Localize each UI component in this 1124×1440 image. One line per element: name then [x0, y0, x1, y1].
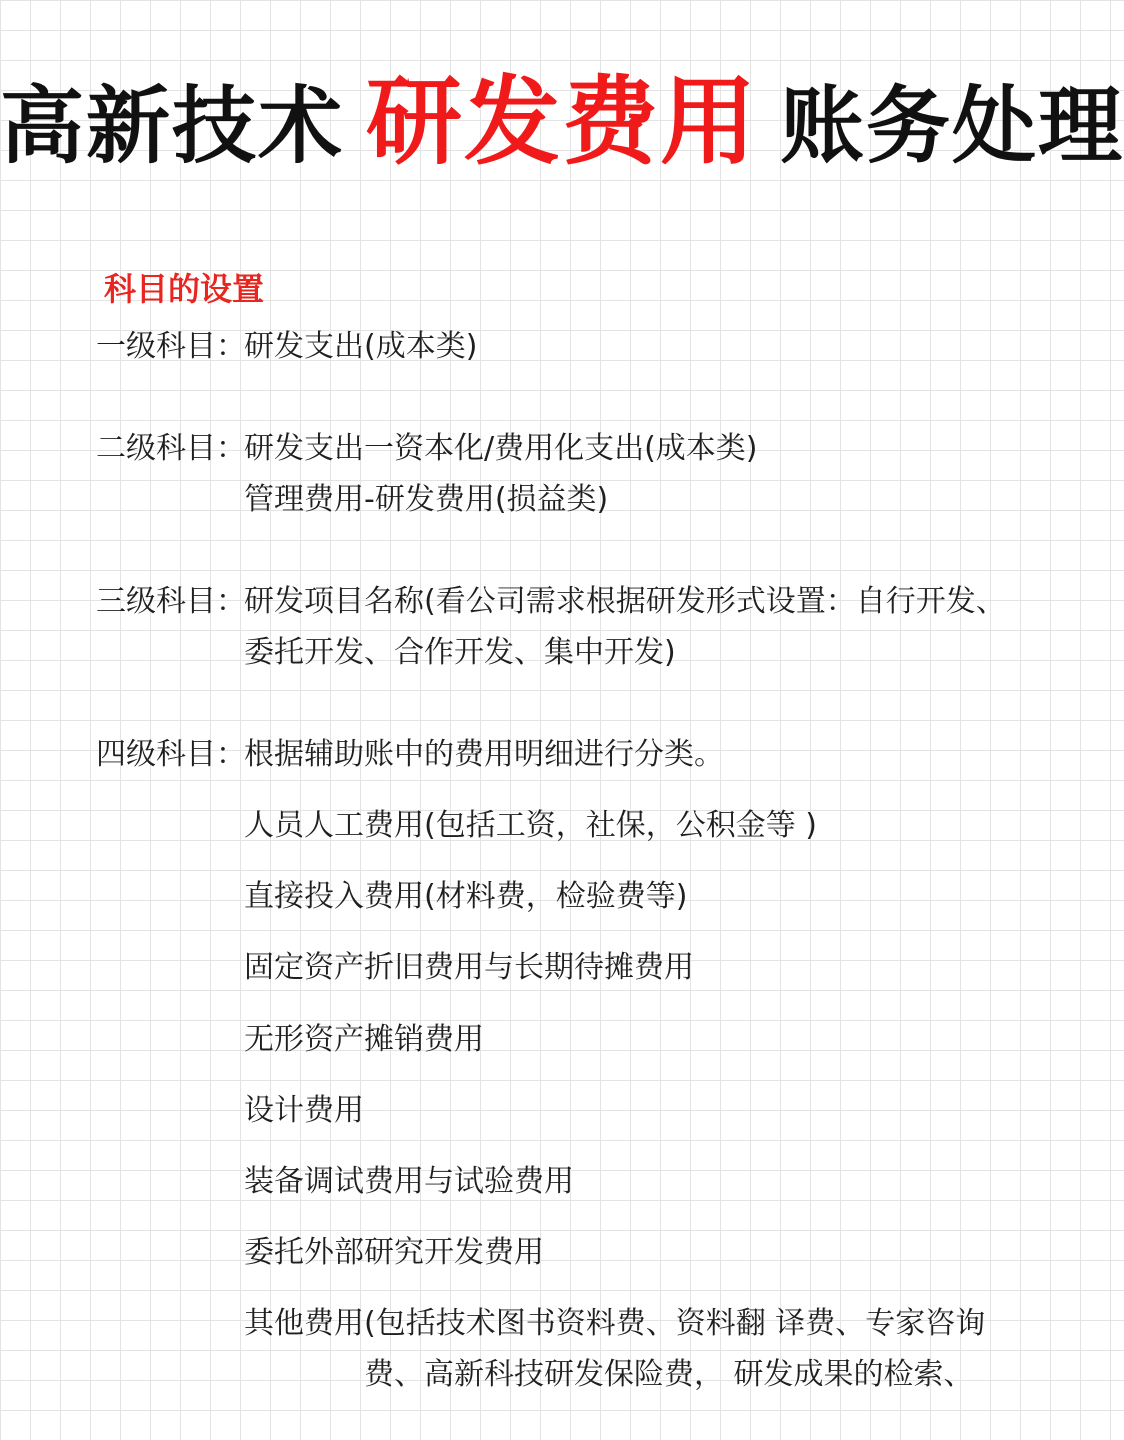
level4-item-outsourced: 委托外部研究开发费用: [244, 1235, 544, 1270]
title-part-1: 高新技术: [0, 77, 345, 175]
level1-line-1: 研发支出(成本类): [244, 329, 478, 364]
level2-line-1: 研发支出一资本化/费用化支出(成本类): [244, 431, 758, 466]
level4-item-design: 设计费用: [244, 1093, 364, 1128]
level4-item-direct-input: 直接投入费用(材料费，检验费等): [244, 879, 688, 914]
level4-item-equipment-testing: 装备调试费用与试验费用: [244, 1164, 574, 1199]
level3-label: 三级科目：: [96, 584, 246, 619]
level4-item-other: 其他费用(包括技术图书资料费、资料翻 译费、专家咨询: [244, 1306, 986, 1341]
section-heading: 科目的设置: [104, 270, 265, 308]
level3-line-1: 研发项目名称(看公司需求根据研发形式设置：自行开发、: [244, 584, 1006, 619]
title-part-2: 账务处理: [780, 77, 1124, 175]
level2-line-2: 管理费用-研发费用(损益类): [244, 482, 609, 517]
title-highlight: 研发费用: [366, 66, 759, 178]
level4-intro: 根据辅助账中的费用明细进行分类。: [244, 737, 724, 772]
level3-line-2: 委托开发、合作开发、集中开发): [244, 635, 676, 670]
level1-label: 一级科目：: [96, 329, 246, 364]
level4-item-personnel: 人员人工费用(包括工资，社保，公积金等 ): [244, 808, 817, 843]
level4-label: 四级科目：: [96, 737, 246, 772]
page-title: [0, 62, 1124, 186]
level4-item-amortization: 无形资产摊销费用: [244, 1022, 484, 1057]
level4-item-depreciation: 固定资产折旧费用与长期待摊费用: [244, 950, 694, 985]
level4-item-other-continued: 费、高新科技研发保险费， 研发成果的检索、: [364, 1357, 974, 1392]
level2-label: 二级科目：: [96, 431, 246, 466]
